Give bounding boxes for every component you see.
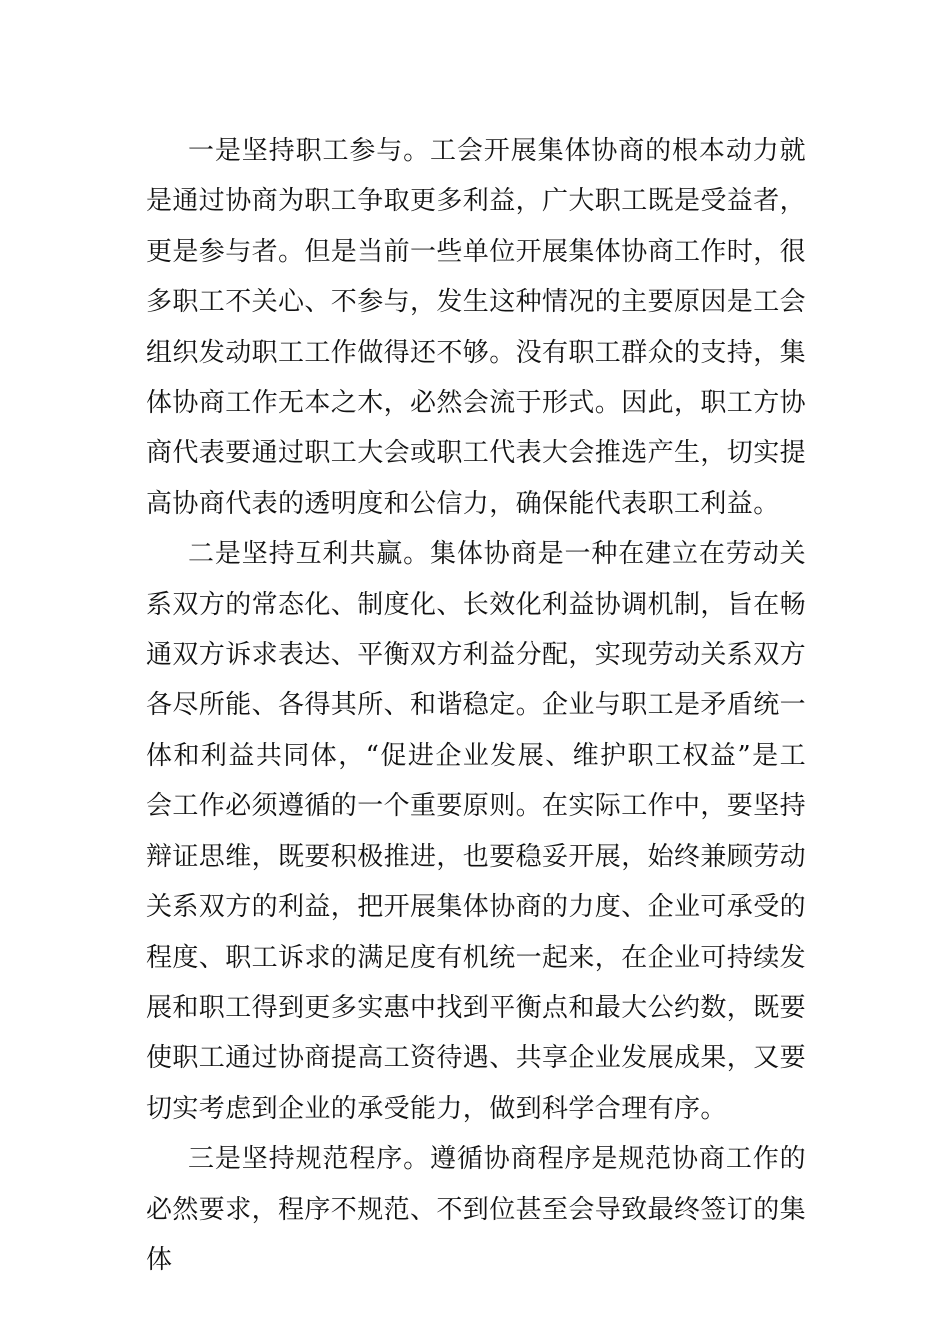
body-text: [146, 126, 806, 1285]
paragraph-3: 三是坚持规范程序。遵循协商程序是规范协商工作的必然要求，程序不规范、不到位甚至会导致最终签订的集体: [146, 1144, 807, 1275]
paragraph-2: 二是坚持互利共赢。集体协商是一种在建立在劳动关系双方的常态化、制度化、长效化利益协调机制，旨在畅通双方诉求表达、平衡双方利益分配，实现劳动关系双方各尽所能、各得其所、和谐稳定。企业与职工是矛盾统一体和利益共同体，“促进企业发展、维护职工权益”是工会工作必须遵循的一个重要原则。在实际工作中，要坚持辩证思维，既要积极推进，也要稳妥开展，始终兼顾劳动关系双方的利益，把开展集体协商的力度、企业可承受的程度、职工诉求的满足度有机统一起来，在企业可持续发展和职工得到更多实惠中找到平衡点和最大公约数，既要使职工通过协商提高工资待遇、共享企业发展成果，又要切实考虑到企业的承受能力，做到科学合理有序。: [146, 539, 807, 1124]
paragraph-1: 一是坚持职工参与。工会开展集体协商的根本动力就是通过协商为职工争取更多利益，广大职工既是受益者，更是参与者。但是当前一些单位开展集体协商工作时，很多职工不关心、不参与，发生这种情况的主要原因是工会组织发动职工工作做得还不够。没有职工群众的支持，集体协商工作无本之木，必然会流于形式。因此，职工方协商代表要通过职工大会或职工代表大会推选产生，切实提高协商代表的透明度和公信力，确保能代表职工利益。: [146, 136, 807, 519]
